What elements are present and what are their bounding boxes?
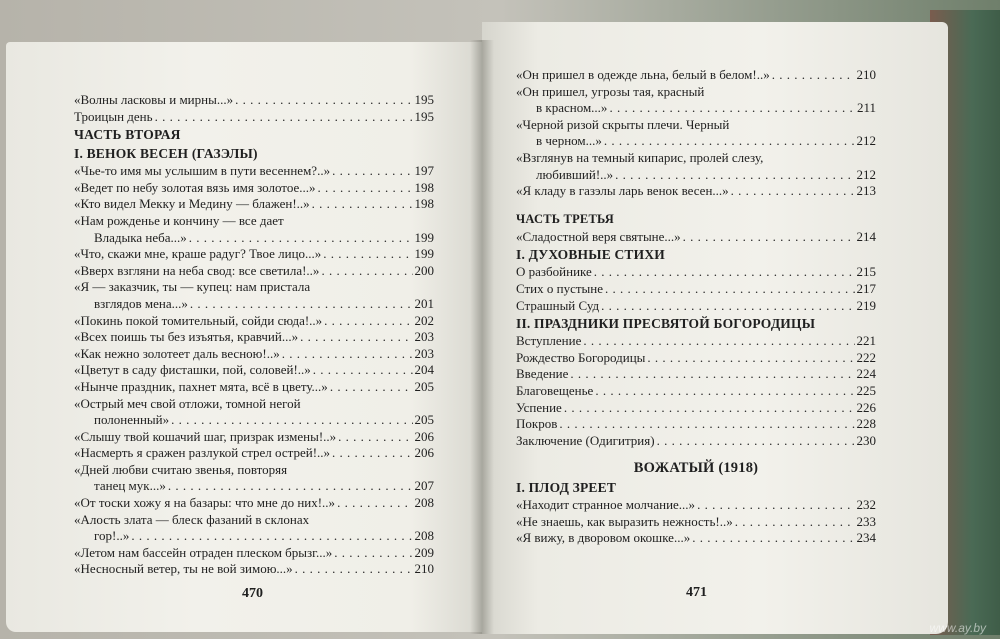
toc-entry-page: 201 <box>414 295 434 311</box>
toc-entry-first-line <box>74 279 434 296</box>
toc-entry-page: 204 <box>414 362 434 378</box>
toc-entry-title: «Что, скажи мне, краше радуг? Твое лицо...» <box>74 246 322 262</box>
toc-entry <box>74 263 434 280</box>
toc-leader-dots <box>337 495 412 512</box>
toc-entry-first-line <box>516 117 876 134</box>
toc-leader-dots <box>332 445 412 462</box>
toc-leader-dots <box>692 530 854 547</box>
toc-entry <box>74 329 434 346</box>
right-page-number: 471 <box>686 585 707 600</box>
right-page-contents <box>516 67 876 547</box>
toc-entry-page: 195 <box>414 92 434 107</box>
toc-entry <box>74 92 434 109</box>
toc-entry <box>74 379 434 396</box>
toc-entry <box>74 246 434 263</box>
toc-leader-dots <box>604 133 855 150</box>
toc-entry-title: Рождество Богородицы <box>516 349 646 365</box>
toc-entry-title: Покров <box>516 416 558 432</box>
toc-entry-title: «Всех поишь ты без изъятья, кравчий...» <box>74 329 299 345</box>
toc-entry <box>516 281 876 298</box>
toc-leader-dots <box>647 350 854 367</box>
toc-entry-page: 203 <box>414 329 434 345</box>
toc-entry <box>74 561 434 578</box>
toc-entry-first-line <box>516 150 876 167</box>
toc-leader-dots <box>235 92 412 109</box>
toc-leader-dots <box>300 329 412 346</box>
left-page <box>6 42 482 632</box>
toc-leader-dots <box>735 514 855 531</box>
toc-entry <box>74 445 434 462</box>
toc-entry <box>74 528 434 545</box>
toc-entry-title: Введение <box>516 366 569 382</box>
toc-entry-title: полоненный» <box>94 412 170 428</box>
toc-entry <box>516 333 876 350</box>
toc-entry-page: 212 <box>856 133 876 149</box>
toc-entry-page: 233 <box>856 513 876 529</box>
toc-entry-title: «Не знаешь, как выразить нежность!..» <box>516 513 733 529</box>
toc-entry-title: О разбойнике <box>516 264 592 280</box>
toc-entry <box>74 362 434 379</box>
toc-entry-page: 208 <box>414 495 434 511</box>
toc-entry-title: Владыка неба...» <box>94 229 187 245</box>
toc-entry <box>74 429 434 446</box>
toc-entry-title: Страшный Суд <box>516 297 600 313</box>
toc-entry-title: «Летом нам бассейн отраден плеском брызг...» <box>74 544 333 560</box>
toc-entry-page: 226 <box>856 399 876 415</box>
toc-entry-first-line <box>74 462 434 479</box>
toc-entry-title: Стих о пустыне <box>516 280 604 296</box>
toc-entry-title: «Он пришел, угрозы тая, красный <box>516 83 705 99</box>
toc-leader-dots <box>697 497 854 514</box>
toc-entry-page: 224 <box>856 366 876 382</box>
toc-entry-first-line <box>74 213 434 230</box>
toc-entry-page: 209 <box>414 544 434 560</box>
toc-entry <box>74 412 434 429</box>
section-heading: ЧАСТЬ ВТОРАЯ <box>74 127 181 143</box>
toc-entry <box>516 229 876 246</box>
toc-leader-dots <box>295 561 413 578</box>
toc-leader-dots <box>559 416 854 433</box>
toc-entry <box>516 167 876 184</box>
toc-entry-title: «Я — заказчик, ты — купец: нам пристала <box>74 279 311 295</box>
toc-leader-dots <box>155 109 413 126</box>
toc-leader-dots <box>330 379 413 396</box>
watermark: www.ay.by <box>929 621 986 635</box>
section-heading: I. ДУХОВНЫЕ СТИХИ <box>516 247 665 263</box>
toc-leader-dots <box>564 400 855 417</box>
toc-entry-title: «Как нежно золотеет даль весною!..» <box>74 345 280 361</box>
toc-entry-title: танец мук...» <box>94 478 166 494</box>
toc-leader-dots <box>609 100 855 117</box>
toc-leader-dots <box>583 333 854 350</box>
toc-entry-title: «Взглянув на темный кипарис, пролей слезу, <box>516 149 764 165</box>
toc-entry <box>516 100 876 117</box>
toc-entry-page: 202 <box>414 312 434 328</box>
toc-entry-page: 212 <box>856 166 876 182</box>
section-spacer <box>516 200 876 210</box>
toc-entry-title: «Чье-то имя мы услышим в пути весеннем?..» <box>74 163 331 179</box>
toc-entry <box>516 133 876 150</box>
toc-entry-title: Благовещенье <box>516 382 594 398</box>
toc-entry-page: 215 <box>856 264 876 280</box>
toc-entry-page: 205 <box>414 378 434 394</box>
toc-entry-title: Вступление <box>516 333 582 349</box>
toc-entry-page: 214 <box>856 228 876 244</box>
toc-leader-dots <box>168 478 413 495</box>
section-heading: II. ПРАЗДНИКИ ПРЕСВЯТОЙ БОГОРОДИЦЫ <box>516 316 816 332</box>
toc-entry <box>74 313 434 330</box>
toc-entry <box>516 400 876 417</box>
toc-entry-title: в красном...» <box>536 100 608 116</box>
toc-entry-title: «Волны ласковы и мирны...» <box>74 92 234 107</box>
toc-entry-page: 217 <box>856 280 876 296</box>
toc-entry-title: Заключение (Одигитрия) <box>516 432 655 448</box>
toc-leader-dots <box>772 67 855 84</box>
toc-entry-page: 208 <box>414 528 434 544</box>
toc-leader-dots <box>594 264 855 281</box>
toc-entry-title: «Алость злата — блеск фазаний в склонах <box>74 511 310 527</box>
toc-entry <box>74 478 434 495</box>
toc-entry-title: «Острый меч свой отложи, томной негой <box>74 395 301 411</box>
toc-entry-first-line <box>74 512 434 529</box>
toc-entry-page: 210 <box>414 561 434 577</box>
toc-leader-dots <box>601 298 854 315</box>
section-heading: ЧАСТЬ ТРЕТЬЯ <box>516 211 615 226</box>
left-page-contents <box>74 92 434 578</box>
toc-leader-dots <box>605 281 854 298</box>
toc-entry-title: «Я кладу в газэлы ларь венок весен...» <box>516 183 729 199</box>
toc-leader-dots <box>282 346 413 363</box>
toc-entry-title: «Слышу твой кошачий шаг, призрак измены!..» <box>74 428 337 444</box>
left-page-number: 470 <box>242 586 263 601</box>
toc-entry-title: Троицын день <box>74 108 153 124</box>
toc-entry-page: 199 <box>414 246 434 262</box>
toc-leader-dots <box>324 313 412 330</box>
toc-entry <box>74 180 434 197</box>
toc-leader-dots <box>570 366 854 383</box>
toc-entry-page: 198 <box>414 196 434 212</box>
toc-entry-title: «Кто видел Мекку и Медину — блажен!..» <box>74 196 310 212</box>
toc-entry-title: «От тоски хожу я на базары: что мне до них!..» <box>74 495 336 511</box>
toc-leader-dots <box>334 545 412 562</box>
toc-entry-page: 225 <box>856 382 876 398</box>
toc-leader-dots <box>312 196 413 213</box>
toc-entry-page: 198 <box>414 179 434 195</box>
book-gutter <box>470 40 494 634</box>
toc-entry <box>74 495 434 512</box>
toc-entry-first-line <box>74 396 434 413</box>
toc-entry-page: 207 <box>414 478 434 494</box>
toc-entry <box>516 264 876 281</box>
toc-entry-title: «Сладостной веря святыне...» <box>516 228 681 244</box>
toc-entry <box>516 298 876 315</box>
toc-leader-dots <box>683 229 855 246</box>
toc-entry <box>516 416 876 433</box>
section-spacer <box>516 449 876 459</box>
toc-entry-page: 222 <box>856 349 876 365</box>
section-heading: I. ПЛОД ЗРЕЕТ <box>516 480 617 496</box>
toc-entry-title: в черном...» <box>536 133 602 149</box>
toc-entry-title: «Дней любви считаю звенья, повторяя <box>74 461 288 477</box>
toc-entry <box>74 163 434 180</box>
toc-entry <box>74 196 434 213</box>
toc-entry-title: гор!..» <box>94 528 130 544</box>
toc-entry <box>516 514 876 531</box>
toc-entry-title: «Нам рожденье и кончину — все дает <box>74 212 284 228</box>
toc-entry <box>516 350 876 367</box>
right-page <box>482 22 948 634</box>
toc-entry-page: 206 <box>414 445 434 461</box>
toc-leader-dots <box>189 230 413 247</box>
toc-leader-dots <box>321 263 412 280</box>
toc-leader-dots <box>332 163 412 180</box>
toc-entry-title: «Покинь покой томительный, сойди сюда!..» <box>74 312 323 328</box>
toc-entry <box>74 346 434 363</box>
toc-entry <box>74 230 434 247</box>
toc-leader-dots <box>190 296 413 313</box>
toc-entry <box>74 545 434 562</box>
toc-entry-page: 199 <box>414 229 434 245</box>
toc-leader-dots <box>338 429 412 446</box>
toc-entry-page: 228 <box>856 416 876 432</box>
toc-entry-title: «Он пришел в одежде льна, белый в белом!..» <box>516 67 770 82</box>
toc-entry <box>516 366 876 383</box>
toc-entry-page: 221 <box>856 333 876 349</box>
toc-entry-title: «Цветут в саду фисташки, пой, соловей!..» <box>74 362 311 378</box>
section-heading: I. ВЕНОК ВЕСЕН (ГАЗЭЛЫ) <box>74 146 258 162</box>
toc-entry-page: 230 <box>856 432 876 448</box>
toc-entry-title: «Я вижу, в дворовом окошке...» <box>516 530 691 546</box>
toc-leader-dots <box>313 362 413 379</box>
toc-entry-title: взглядов мена...» <box>94 295 188 311</box>
toc-entry-page: 200 <box>414 262 434 278</box>
toc-entry <box>74 296 434 313</box>
toc-leader-dots <box>131 528 412 545</box>
toc-entry <box>74 109 434 126</box>
toc-entry-page: 232 <box>856 497 876 513</box>
toc-leader-dots <box>318 180 413 197</box>
toc-entry-title: любивший!..» <box>536 166 614 182</box>
toc-entry-title: Успение <box>516 399 562 415</box>
toc-entry-first-line <box>516 84 876 101</box>
toc-leader-dots <box>323 246 412 263</box>
section-heading: ВОЖАТЫЙ (1918) <box>633 460 759 477</box>
toc-entry-page: 203 <box>414 345 434 361</box>
toc-entry-title: «Несносный ветер, ты не вой зимою...» <box>74 561 293 577</box>
toc-leader-dots <box>171 412 412 429</box>
toc-leader-dots <box>657 433 855 450</box>
toc-entry-title: «Ведет по небу золотая вязь имя золотое...» <box>74 179 316 195</box>
toc-entry-page: 219 <box>856 297 876 313</box>
toc-entry-title: «Вверх взгляни на неба свод: все светила!..» <box>74 262 320 278</box>
toc-entry-page: 211 <box>856 100 876 116</box>
toc-entry-page: 205 <box>414 412 434 428</box>
toc-leader-dots <box>615 167 854 184</box>
toc-entry <box>516 383 876 400</box>
toc-entry-page: 213 <box>856 183 876 199</box>
toc-entry-title: «Черной ризой скрыты плечи. Черный <box>516 116 730 132</box>
toc-entry-page: 206 <box>414 428 434 444</box>
toc-entry-title: «Находит странное молчание...» <box>516 497 696 513</box>
toc-entry-page: 197 <box>414 163 434 179</box>
toc-entry <box>516 433 876 450</box>
toc-entry <box>516 183 876 200</box>
toc-entry-page: 234 <box>856 530 876 546</box>
toc-entry-title: «Насмерть я сражен разлукой стрел острей!..» <box>74 445 331 461</box>
toc-leader-dots <box>731 183 855 200</box>
toc-entry <box>516 497 876 514</box>
toc-entry-title: «Нынче праздник, пахнет мята, всё в цвету...» <box>74 378 328 394</box>
toc-entry-page: 195 <box>414 108 434 124</box>
toc-entry <box>516 530 876 547</box>
toc-entry-page: 210 <box>856 67 876 82</box>
toc-entry <box>516 67 876 84</box>
toc-leader-dots <box>595 383 854 400</box>
